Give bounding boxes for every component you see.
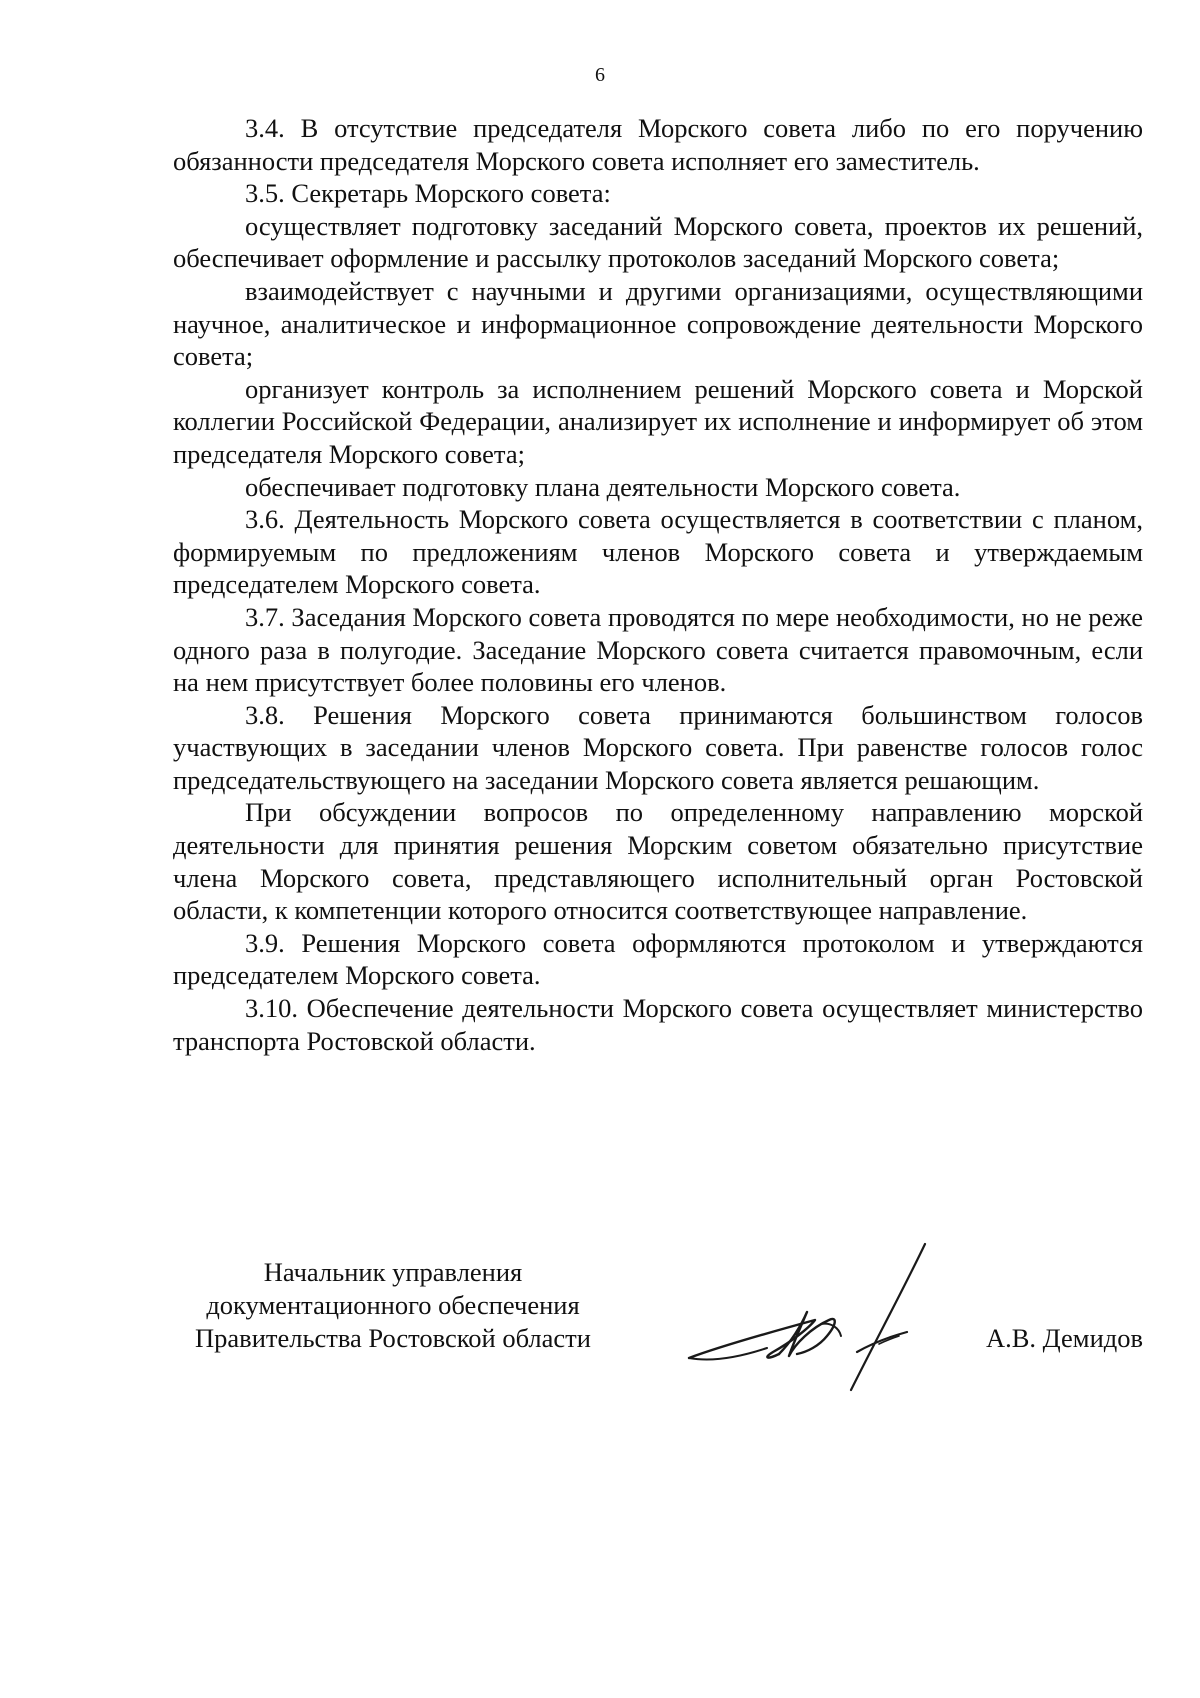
signatory-title-line: документационного обеспечения [206,1290,580,1320]
signatory-title-line: Начальник управления [263,1257,523,1287]
page-number: 6 [595,64,605,86]
handwritten-signature [681,1240,951,1410]
signatory-title-line: Правительства Ростовской области [195,1323,591,1353]
paragraph-3-4: 3.4. В отсутствие председателя Морского совета либо по его поручению обязанности председателя Морского совета исполняет его заместитель. [173,113,1143,176]
paragraph-3-5: 3.5. Секретарь Морского совета: [245,178,611,209]
signature-block [173,1256,1143,1416]
paragraph-secretary-duty-4: обеспечивает подготовку плана деятельности Морского совета. [245,471,961,502]
signatory-name: А.В. Демидов [985,1323,1143,1353]
paragraph-secretary-duty-1: осуществляет подготовку заседаний Морского совета, проектов их решений, обеспечивает оформление и рассылку протоколов заседаний Морского совета; [173,210,1143,274]
paragraph-secretary-duty-2: взаимодействует с научными и другими организациями, осуществляющими научное, аналитическое и информационное сопровождение деятельности Морского совета; [173,275,1143,372]
signatory-title [173,1256,613,1355]
paragraph-3-8: 3.8. Решения Морского совета принимаются большинством голосов участвующих в заседании членов Морского совета. При равенстве голосов голос председательствующего на заседании Морского совета является решающим. [173,699,1143,795]
paragraph-3-9: 3.9. Решения Морского совета оформляются протоколом и утверждаются председателем Морского совета. [173,927,1143,991]
paragraph-secretary-duty-3: организует контроль за исполнением решений Морского совета и Морской коллегии Российской Федерации, анализирует их исполнение и информирует об этом председателя Морского совета; [173,373,1143,469]
paragraph-3-10: 3.10. Обеспечение деятельности Морского совета осуществляет министерство транспорта Ростовской области. [173,993,1143,1056]
document-body [173,112,1143,1057]
paragraph-3-8-continued: При обсуждении вопросов по определенному направлению морской деятельности для принятия решения Морским советом обязательно присутствие члена Морского совета, представляющего исполнительный орган Ростовской области, к компетенции которого относится соответствующее направление. [173,797,1143,926]
paragraph-3-7: 3.7. Заседания Морского совета проводятся по мере необходимости, но не реже одного раза в полугодие. Заседание Морского совета считается правомочным, если на нем присутствует более половины его членов. [173,601,1143,698]
paragraph-3-6: 3.6. Деятельность Морского совета осуществляется в соответствии с планом, формируемым по предложениям членов Морского совета и утверждаемым председателем Морского совета. [173,504,1143,600]
